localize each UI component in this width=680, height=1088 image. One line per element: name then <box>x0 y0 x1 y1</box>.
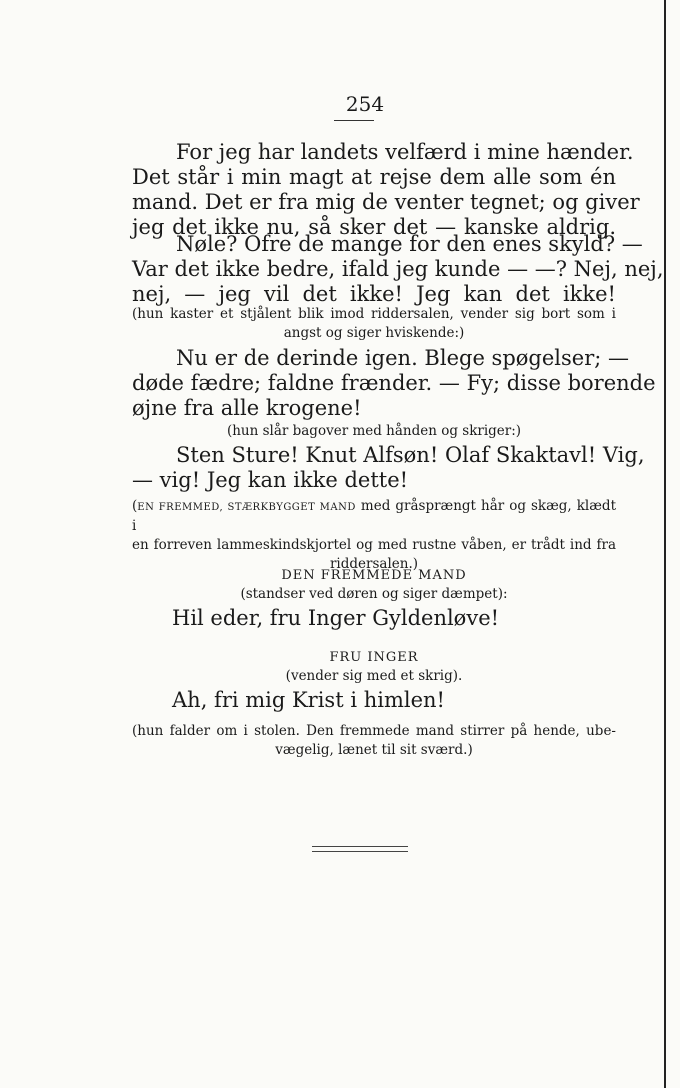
verse-line: jeg det ikke nu, så sker det — kanske aldrig. <box>132 215 616 239</box>
verse-line: Det står i min magt at rejse dem alle som én <box>132 165 616 189</box>
speaker-name: DEN FREMMEDE MAND <box>281 568 467 583</box>
stage-direction-4 <box>132 722 616 760</box>
speaker-block-1 <box>132 568 616 604</box>
page-number-rule <box>334 120 374 121</box>
verse-line: mand. Det er fra mig de venter tegnet; og giver <box>132 190 640 214</box>
stage-line: (hun falder om i stolen. Den fremmede mand stirrer på hende, ube- <box>132 723 616 739</box>
verse-line: For jeg har landets velfærd i mine hænder. <box>176 140 634 164</box>
speaker-direction: (vender sig med et skrig). <box>285 668 463 684</box>
stage-line: (EN FREMMED, STÆRKBYGGET MAND med gråsprængt hår og skæg, klædt i <box>132 498 616 534</box>
stage-smallcaps: EN FREMMED, STÆRKBYGGET MAND <box>137 502 356 513</box>
verse-6 <box>132 688 616 713</box>
verse-line: — vig! Jeg kan ikke dette! <box>132 468 409 492</box>
verse-line: døde fædre; faldne frænder. — Fy; disse borende <box>132 371 656 395</box>
verse-1 <box>132 140 640 240</box>
verse-line: Nøle? Ofre de mange for den enes skyld? — <box>176 232 643 256</box>
stage-line: (hun slår bagover med hånden og skriger:) <box>226 423 522 439</box>
stage-line: vægelig, lænet til sit sværd.) <box>275 742 473 758</box>
speaker-name: FRU INGER <box>329 650 419 665</box>
stage-direction-1 <box>132 305 616 343</box>
verse-5 <box>132 606 616 631</box>
end-rule <box>312 846 408 852</box>
verse-3 <box>132 346 656 421</box>
stage-direction-2 <box>132 422 616 441</box>
page-number: 254 <box>345 92 385 116</box>
verse-line: nej, — jeg vil det ikke! Jeg kan det ikke! <box>132 282 616 306</box>
stage-text: med gråsprængt hår og skæg, klædt i <box>132 498 616 534</box>
stage-line: riddersalen.) <box>329 556 419 572</box>
verse-line: Sten Sture! Knut Alfsøn! Olaf Skaktavl! Vig, <box>176 443 645 467</box>
stage-line: (hun kaster et stjålent blik imod riddersalen, vender sig bort som i <box>132 306 616 322</box>
verse-line: Hil eder, fru Inger Gyldenløve! <box>172 606 500 630</box>
speaker-direction: (standser ved døren og siger dæmpet): <box>240 586 508 602</box>
stage-line: en forreven lammeskindskjortel og med rustne våben, er trådt ind fra <box>132 537 616 553</box>
stage-direction-3 <box>132 497 616 574</box>
verse-2 <box>132 232 664 307</box>
stage-line: angst og siger hviskende:) <box>283 325 465 341</box>
verse-4 <box>132 443 645 493</box>
verse-line: Nu er de derinde igen. Blege spøgelser; — <box>176 346 629 370</box>
verse-line: Var det ikke bedre, ifald jeg kunde — —? Nej, nej, <box>132 257 664 281</box>
speaker-block-2 <box>132 650 616 686</box>
page-edge-line <box>664 0 666 1088</box>
verse-line: øjne fra alle krogene! <box>132 396 362 420</box>
verse-line: Ah, fri mig Krist i himlen! <box>172 688 445 712</box>
